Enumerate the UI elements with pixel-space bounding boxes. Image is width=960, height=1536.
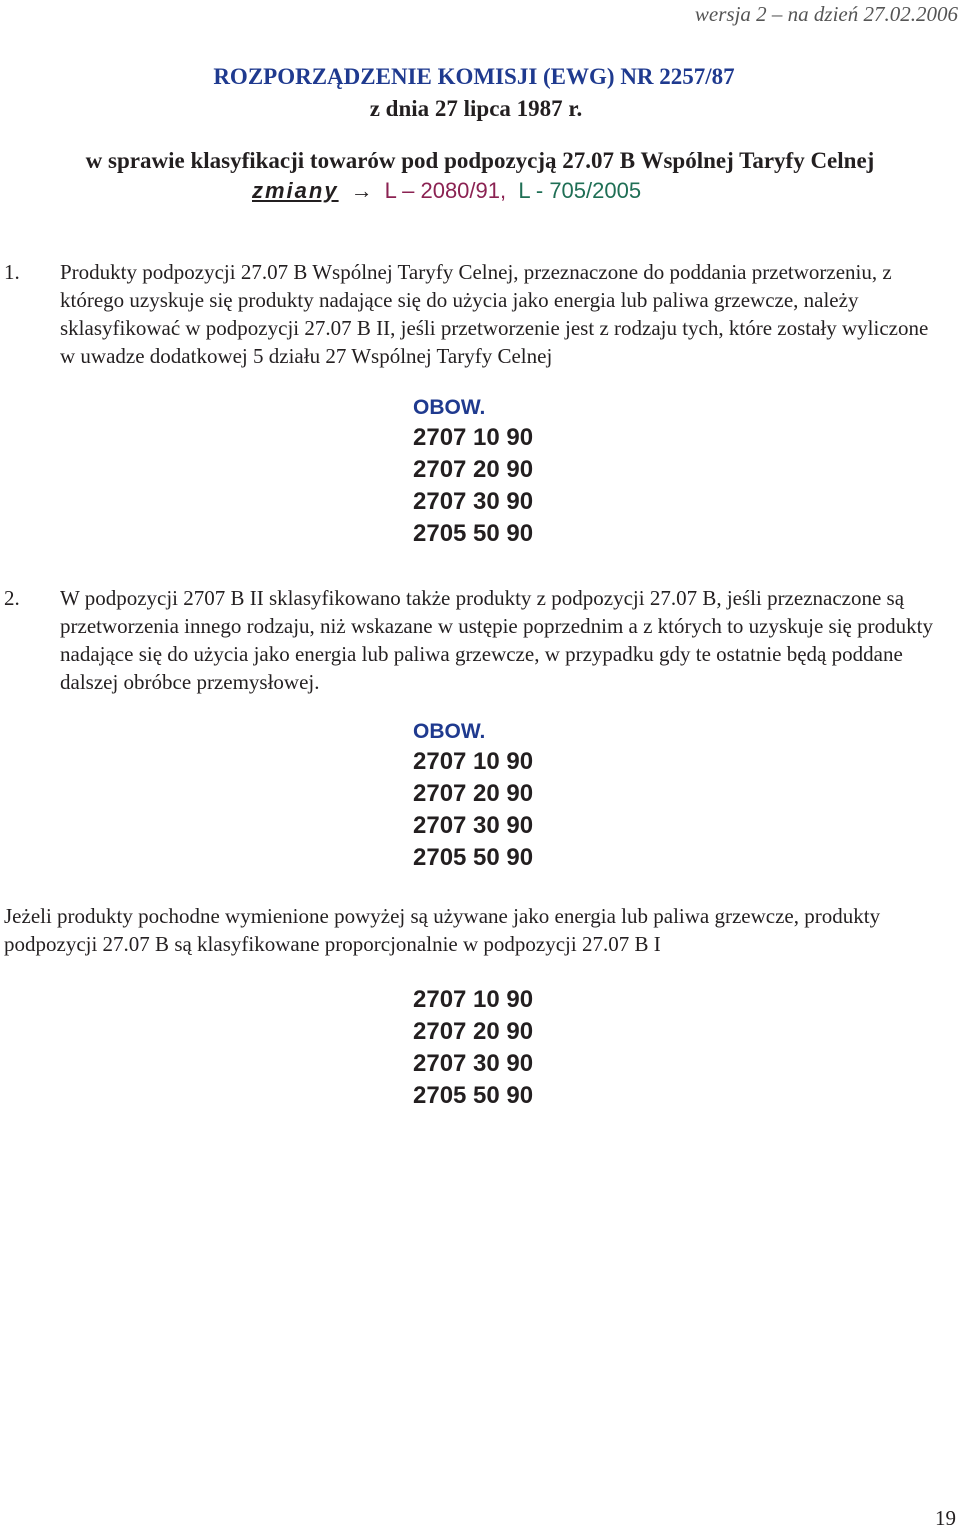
section-3-codes (413, 984, 533, 1112)
section-2-obow-label: OBOW. (413, 720, 486, 743)
section-2-codes (413, 720, 533, 874)
code-line: 2707 30 90 (413, 1050, 534, 1077)
regulation-title: ROZPORZĄDZENIE KOMISJI (EWG) NR 2257/87 (213, 64, 735, 89)
code-line: 2705 50 90 (413, 520, 534, 547)
amendment-ref-1: L – 2080/91, (384, 178, 507, 203)
page-number: 19 (935, 1506, 956, 1530)
code-line: 2705 50 90 (413, 1082, 534, 1109)
amendments-line (252, 178, 641, 204)
amendments-label: zmiany (252, 178, 339, 203)
version-stamp: wersja 2 – na dzień 27.02.2006 (694, 2, 958, 26)
section-2-number: 2. (4, 586, 20, 610)
code-line: 2707 30 90 (413, 488, 534, 515)
section-1-obow-label: OBOW. (413, 396, 486, 419)
right-arrow-icon: → (350, 178, 373, 203)
section-1-codes (413, 396, 533, 550)
code-line: 2707 30 90 (413, 812, 534, 839)
regulation-subject: w sprawie klasyfikacji towarów pod podpozycją 27.07 B Wspólnej Taryfy Celnej (85, 148, 875, 173)
code-line: 2707 10 90 (413, 986, 534, 1013)
code-line: 2707 20 90 (413, 456, 534, 483)
code-line: 2707 20 90 (413, 780, 534, 807)
section-2-text: W podpozycji 2707 B II sklasyfikowano także produkty z podpozycji 27.07 B, jeśli przeznaczone są przetworzenia innego rodzaju, niż wskazane w ustępie poprzednim a z których to uzyskuje się produkty nadające się do użycia jako energia lub paliwa grzewcze, w przypadku gdy te ostatnie będą poddane dalszej obróbce przemysłowej. (60, 586, 933, 694)
regulation-date: z dnia 27 lipca 1987 r. (369, 96, 583, 121)
code-line: 2707 10 90 (413, 748, 534, 775)
code-line: 2707 20 90 (413, 1018, 534, 1045)
section-3-paragraph: Jeżeli produkty pochodne wymienione powyżej są używane jako energia lub paliwa grzewcze, produkty podpozycji 27.07 B są klasyfikowane proporcjonalnie w podpozycji 27.07 B I (4, 904, 881, 956)
section-1-text: Produkty podpozycji 27.07 B Wspólnej Taryfy Celnej, przeznaczone do poddania przetworzeniu, z którego uzyskuje się produkty nadające się do użycia jako energia lub paliwa grzewcze, należy sklasyfikować w podpozycji 27.07 B II, jeśli przetworzenie jest z rodzaju tych, które zostały wyliczone w uwadze dodatkowej 5 działu 27 Wspólnej Taryfy Celnej (60, 260, 929, 368)
section-2-paragraph (4, 584, 940, 696)
section-1-paragraph (4, 258, 940, 370)
code-line: 2705 50 90 (413, 844, 534, 871)
code-line: 2707 10 90 (413, 424, 534, 451)
amendment-ref-2: L - 705/2005 (518, 178, 642, 203)
section-1-number: 1. (4, 260, 20, 284)
